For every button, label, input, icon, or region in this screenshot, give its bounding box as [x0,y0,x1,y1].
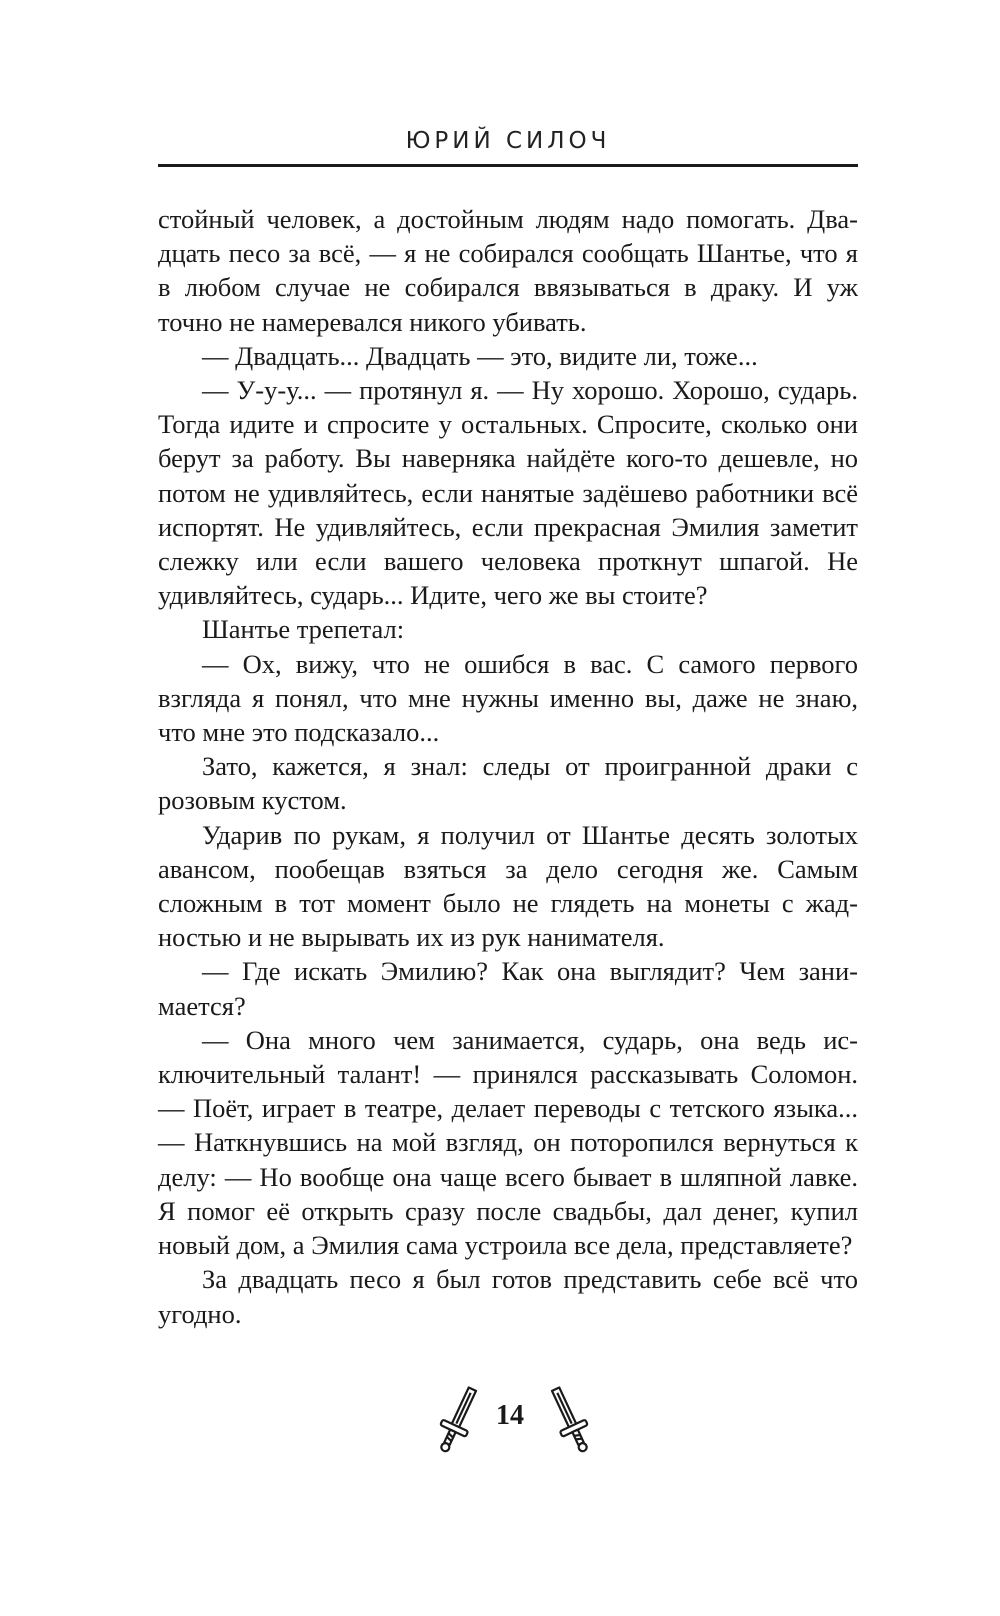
paragraph-9: — Она много чем занимается, сударь, она ведь исключительный талант! — принялся рассказывать Соломон. — Поёт, играет в театре, делает переводы с тетского языка... — Наткнувшись на мой взгляд, он поторопился вернуться к делу: — Но вообще она чаще всего бывает в шляпной лавке. Я помог её открыть сразу после свадьбы, дал денег, купил новый дом, а Эмилия сама устроила все дела, представляете? [158,1024,858,1261]
sword-icon [540,1380,600,1460]
paragraph-7: Ударив по рукам, я получил от Шантье десять золотых авансом, пообещав взяться за дело сегодня же. Самым сложным в тот момент было не глядеть на монеты с жадностью и не вырывать их из рук нанимателя. [158,819,858,953]
paragraph-5: — Ох, вижу, что не ошибся в вас. С самого первого взгляда я понял, что мне нужны именно вы, даже не знаю, что мне это подсказало... [158,648,858,748]
paragraph-2: — Двадцать... Двадцать — это, видите ли, тоже... [202,340,758,371]
header-rule [158,164,858,167]
paragraph-4: Шантье трепетал: [202,614,405,645]
paragraph-10: За двадцать песо я был готов представить себе всё что угодно. [158,1264,858,1329]
page-footer [0,1380,1000,1460]
paragraph-8: — Где искать Эмилию? Как она выглядит? Чем занимается? [158,956,858,1021]
body-text [158,202,858,1331]
paragraph-6: Зато, кажется, я знал: следы от проигранной драки с розовым кустом. [158,751,858,816]
running-header: ЮРИЙ СИЛОЧ [405,128,611,154]
paragraph-1: стойный человек, а достойным людям надо помогать. Двадцать песо за всё, — я не собирался сообщать Шантье, что я в любом случае не собирался ввязываться в драку. И уж точно не намеревался никого убивать. [158,204,858,337]
page-number: 14 [496,1400,524,1431]
paragraph-3: — У-у-у... — протянул я. — Ну хорошо. Хорошо, сударь. Тогда идите и спросите у остальных. Спросите, сколько они берут за работу. Вы наверняка найдёте кого-то дешевле, но потом не удивляйтесь, если нанятые задёшево работники всё испортят. Не удивляйтесь, если прекрасная Эмилия заметит слежку или если вашего человека проткнут шпагой. Не удивляйтесь, сударь... Идите, чего же вы стоите? [158,375,858,611]
